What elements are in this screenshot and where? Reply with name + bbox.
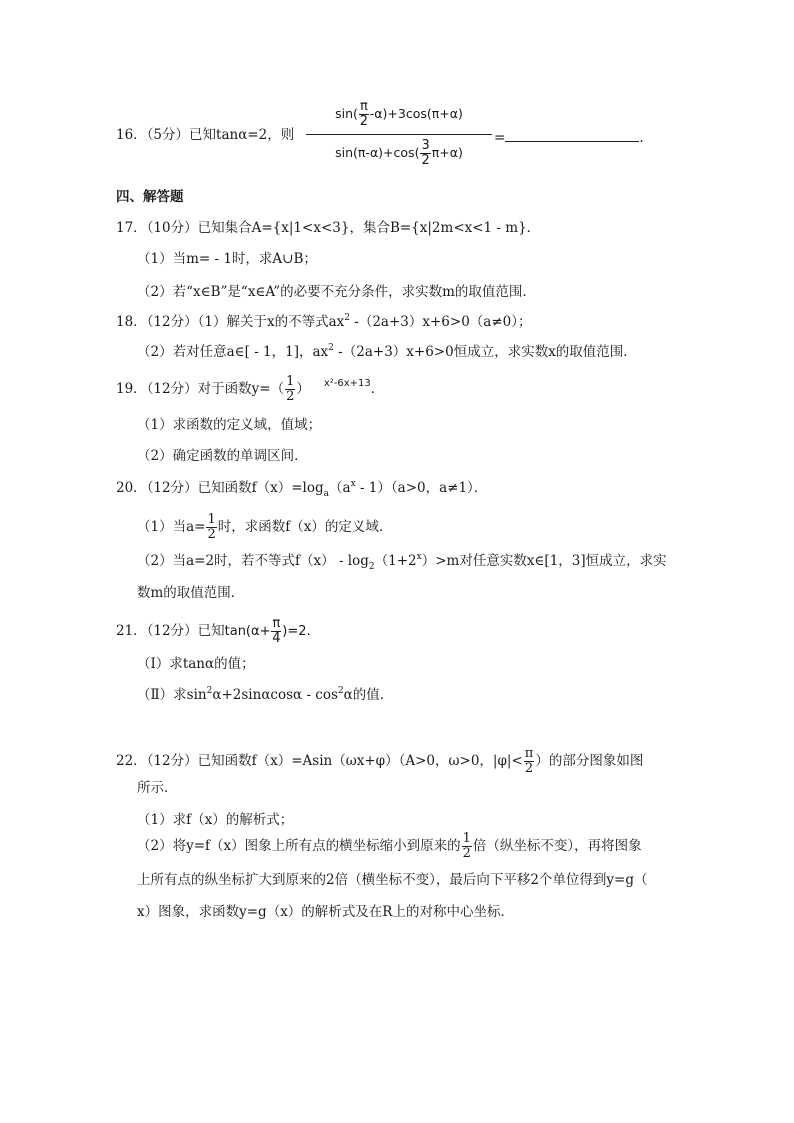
- q16-answer-line: [494, 127, 644, 147]
- q19-exponent: x²-6x+13: [323, 378, 371, 389]
- q19-fraction: $\frac{1}{2}$: [286, 374, 295, 404]
- q18-part2: （2）若对任意a∈[ - 1，1]，$ax^2$ -（2a+3）x+6>0恒成立，求实数x的取值范围．: [137, 343, 637, 360]
- q22-fraction: $\frac{\pi}{2}$: [524, 746, 534, 776]
- q22-part1: （1）求f（x）的解析式；: [137, 812, 294, 828]
- q21-fraction: $\frac{\pi}{4}$: [272, 616, 281, 646]
- q16-numerator: sin( $\frac{\pi}{2}$ -α)+3cos(π+α): [335, 99, 463, 129]
- q20-fraction: $\frac{1}{2}$: [207, 512, 216, 542]
- q16-den-fraction: $\frac{3}{2}$: [421, 138, 430, 168]
- q21-stem: 21．（12分）已知tan(α+ $\frac{\pi}{4}$ )=2．: [116, 616, 321, 646]
- q16-text: 已知tanα=2，则: [189, 127, 295, 143]
- q19-stem: 19．（12分）对于函数y=（ $\frac{1}{2}$ ） $^{x^2-6x+13}$．: [116, 374, 385, 404]
- section-heading: 四、解答题: [116, 189, 184, 205]
- q20-part2: （2）当a=2时，若不等式$f(x) - \log_2(1+2^x)>m$对任意实数x∈[1，3]恒成立，求实: [137, 552, 667, 572]
- q16-answer-blank: [505, 127, 639, 142]
- q22-part2-line2: 上所有点的纵坐标扩大到原来的2倍（横坐标不变），最后向下平移2个单位得到y=g（: [137, 872, 648, 888]
- q18-stem: 18．（12分）（1）解关于x的不等式$ax^2$ -（2a+3）x+6>0（a≠0）；: [116, 313, 532, 330]
- q22-stem-cont: 所示．: [137, 780, 178, 796]
- q17-part1: （1）当m= - 1时，求A∪B；: [137, 251, 317, 267]
- q17-part2: （2）若“x∈B”是“x∈A”的必要不充分条件，求实数m的取值范围．: [137, 284, 536, 300]
- q22-part2: （2）将y=f（x）图象上所有点的横坐标缩小到原来的 $\frac{1}{2}$ 倍（纵坐标不变），再将图象: [137, 831, 642, 861]
- q22-p2-fraction: $\frac{1}{2}$: [462, 831, 471, 861]
- q21-part2: （Ⅱ）求$\sin^2\alpha+2\sin\alpha\cos\alpha - \cos^2\alpha$的值．: [137, 686, 394, 703]
- q16-denominator: sin(π-α)+cos( $\frac{3}{2}$ π+α): [306, 134, 492, 173]
- q16-stem: [116, 126, 294, 144]
- q16-score: （5分）: [146, 127, 190, 143]
- q19-part2: （2）确定函数的单调区间．: [137, 448, 308, 464]
- q22-stem: 22．（12分）已知函数f（x）=Asin（ωx+φ）（A>0，ω>0，|φ|< $\frac{\pi}{2}$ ）的部分图象如图: [116, 746, 644, 776]
- q20-stem: 20．（12分）已知函数$f(x)=\log_a(a^x - 1)(a>0$，a≠1）．: [116, 479, 488, 499]
- q21-part1: （Ⅰ）求tanα的值；: [137, 656, 255, 672]
- q17-stem: 17．（10分）已知集合A={x|1<x<3}，集合B={x|2m<x<1 - m}．: [116, 220, 541, 236]
- q16-number: 16．: [116, 127, 147, 143]
- q16-end: .: [639, 130, 644, 146]
- q19-part1: （1）求函数的定义域，值域；: [137, 417, 322, 433]
- q16-expression: [306, 100, 492, 173]
- q16-equals: =: [494, 130, 506, 146]
- q20-part2-cont: 数m的取值范围．: [137, 585, 245, 601]
- q20-part1: （1）当a= $\frac{1}{2}$ 时，求函数f（x）的定义域．: [137, 512, 393, 542]
- q22-part2-line3: x）图象，求函数y=g（x）的解析式及在R上的对称中心坐标．: [137, 904, 514, 920]
- q16-num-fraction: $\frac{\pi}{2}$: [359, 99, 368, 129]
